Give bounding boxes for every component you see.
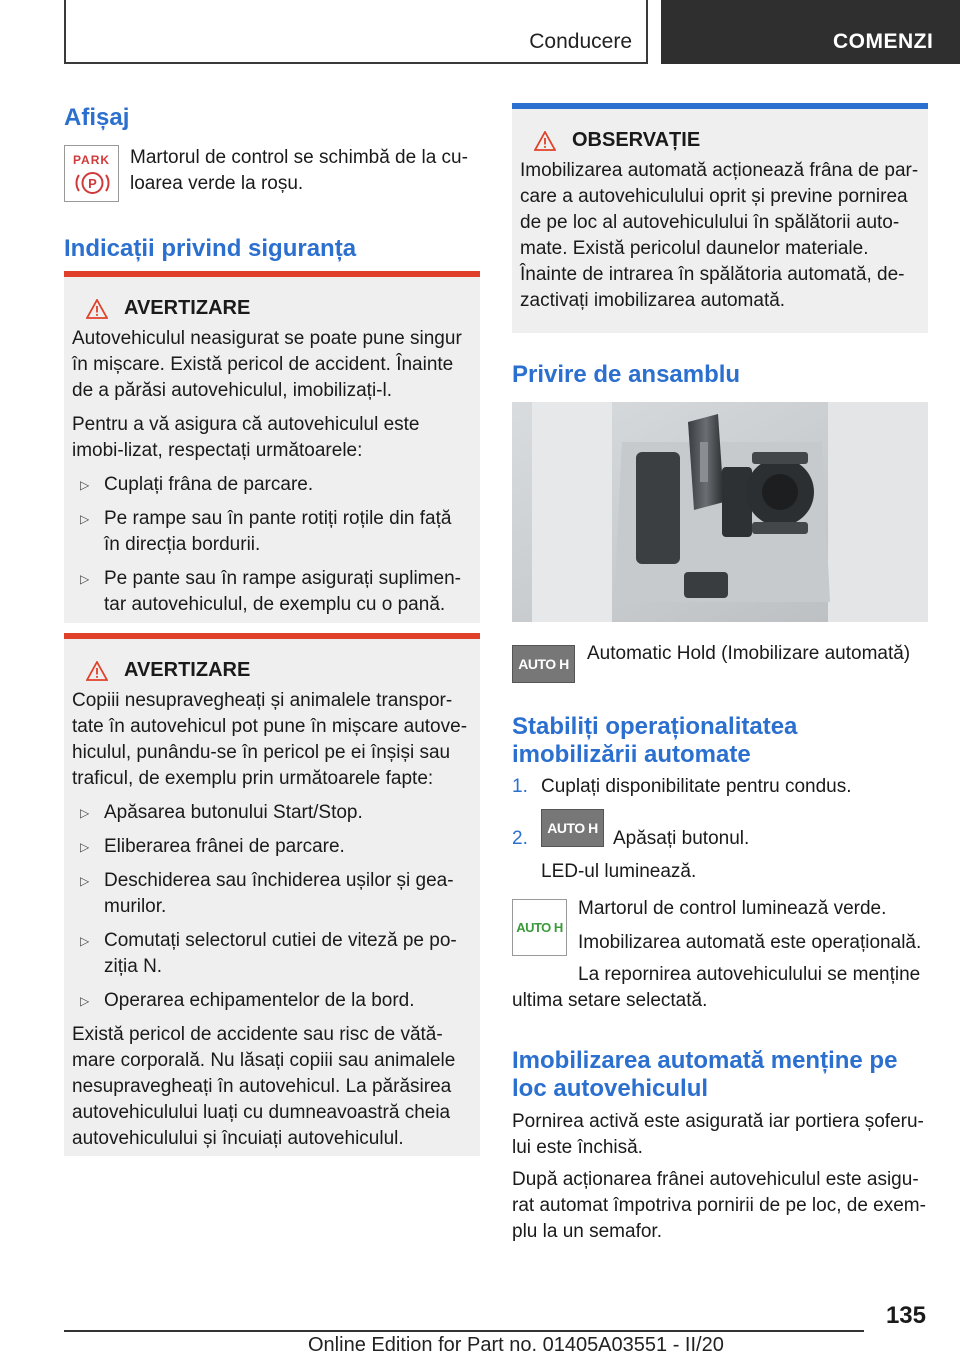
warning-paragraph: Copiii nesupravegheați și animalele transpor-tate în autovehicul pot pune în mișcare autove-hiculul, punându-se în pericol pe ei înșiși sau traficul, de exemplu prin următoarele fapte:: [72, 690, 468, 789]
page-number: 135: [885, 1302, 926, 1329]
warning-paragraph: Există pericol de accidente sau risc de vătă-mare corporală. Nu lăsați copiii sau animalele nesupravegheați în autovehicul. La părăsirea autovehiculului luați cu dumneavoastră cheia autovehiculului și încuiați autovehiculul.: [72, 1024, 456, 1149]
list-item: ▷ Cuplați frâna de parcare.: [80, 472, 472, 498]
note-paragraph: Înainte de intrarea în spălătoria automată, de-zactivați imobilizarea automată.: [520, 264, 905, 311]
park-icon-label: PARK: [72, 153, 111, 167]
note-paragraph: Imobilizarea automată acționează frâna de par-care a autovehiculului oprit și previne pornirea de pe loc al autovehiculului în spălătorii auto-mate. Există pericolul daunelor materiale.: [520, 160, 919, 259]
step-text: Cuplați disponibilitate pentru condus.: [541, 776, 852, 797]
hold-heading-line2: loc autovehiculul: [512, 1075, 709, 1102]
list-item: ▷ Pe pante sau în rampe asigurați suplimen-tar autovehiculul, de exemplu cu o pană.: [80, 566, 472, 618]
triangle-bullet-icon: ▷: [80, 874, 90, 888]
list-item: ▷ Deschiderea sau închiderea ușilor și gea-murilor.: [80, 868, 472, 920]
afisaj-text: Martorul de control se schimbă de la cu-loarea verde la roșu.: [130, 147, 468, 194]
warning-box-2: [64, 633, 480, 1156]
header-section-tab: [64, 0, 648, 64]
setup-heading-line1: Stabiliți operaționalitatea: [512, 713, 798, 740]
center-console-photo: [512, 402, 928, 622]
auto-hold-button-icon: AUTO H: [541, 809, 604, 847]
hold-paragraph: Pornirea activă este asigurată iar portiera șoferu-lui este închisă.: [512, 1111, 924, 1158]
auto-hold-button-icon: AUTO H: [512, 645, 575, 683]
triangle-bullet-icon: ▷: [80, 840, 90, 854]
list-item: ▷ Eliberarea frânei de parcare.: [80, 834, 472, 860]
warning-paragraph: Pentru a vă asigura că autovehiculul este imobi-lizat, respectați următoarele:: [72, 414, 420, 461]
note-box: [512, 103, 928, 333]
list-item: ▷ Pe rampe sau în pante rotiți roțile din față în direcția bordurii.: [80, 506, 472, 558]
warning-icon: [86, 299, 108, 319]
triangle-bullet-icon: ▷: [80, 478, 90, 492]
warning-bar: [64, 271, 480, 277]
step-number: 1.: [512, 776, 528, 797]
auto-hold-green-indicator-icon: AUTO H: [512, 899, 567, 956]
step-text: Apăsați butonul.: [613, 828, 750, 849]
afisaj-heading: Afișaj: [64, 104, 130, 131]
triangle-bullet-icon: ▷: [80, 806, 90, 820]
warning-title: AVERTIZARE: [124, 297, 251, 319]
warning-icon: [86, 661, 108, 681]
list-item: ▷ Operarea echipamentelor de la bord.: [80, 988, 472, 1014]
triangle-bullet-icon: ▷: [80, 994, 90, 1008]
led-text: LED-ul luminează.: [541, 861, 697, 882]
park-icon: [64, 145, 119, 202]
overview-heading: Privire de ansamblu: [512, 361, 741, 388]
parking-brake-symbol-icon: [65, 168, 120, 198]
hold-paragraph: După acționarea frânei autovehiculul este asigu-rat automat împotriva pornirii de pe loc, de exem-plu la un semafor.: [512, 1169, 926, 1242]
caution-icon: [534, 131, 556, 151]
indicator-text: Imobilizarea automată este operațională.: [578, 932, 922, 953]
note-bar: [512, 103, 928, 109]
triangle-bullet-icon: ▷: [80, 934, 90, 948]
indicator-text: Martorul de control luminează verde.: [578, 898, 887, 919]
triangle-bullet-icon: ▷: [80, 572, 90, 586]
restart-text: ultima setare selectată.: [512, 990, 708, 1011]
warning-title: AVERTIZARE: [124, 659, 251, 681]
hold-heading-line1: Imobilizarea automată menține pe: [512, 1047, 898, 1074]
note-title: OBSERVAȚIE: [572, 129, 701, 151]
setup-heading-line2: imobilizării automate: [512, 741, 751, 768]
warning-box-1: [64, 271, 480, 623]
restart-text: La repornirea autovehiculului se menține: [578, 964, 921, 985]
auto-hold-caption: Automatic Hold (Imobilizare automată): [587, 643, 911, 664]
warning-bar: [64, 633, 480, 639]
triangle-bullet-icon: ▷: [80, 512, 90, 526]
edition-text: Online Edition for Part no. 01405A03551 - II/20: [308, 1334, 724, 1356]
header-chapter: COMENZI: [833, 30, 934, 53]
warning-paragraph: Autovehiculul neasigurat se poate pune singur în mișcare. Există pericol de accident. Înainte de a părăsi autovehiculul, imobilizați-l.: [72, 328, 462, 401]
list-item: ▷ Apăsarea butonului Start/Stop.: [80, 800, 472, 826]
list-item: ▷ Comutați selectorul cutiei de viteză pe po-ziția N.: [80, 928, 472, 980]
safety-heading: Indicații privind siguranța: [64, 235, 357, 262]
header-chapter-tab: [661, 0, 960, 64]
header-section: Conducere: [529, 30, 632, 53]
svg-text:P: P: [88, 176, 97, 191]
footer-divider: [64, 1330, 864, 1332]
step-number: 2.: [512, 828, 528, 849]
